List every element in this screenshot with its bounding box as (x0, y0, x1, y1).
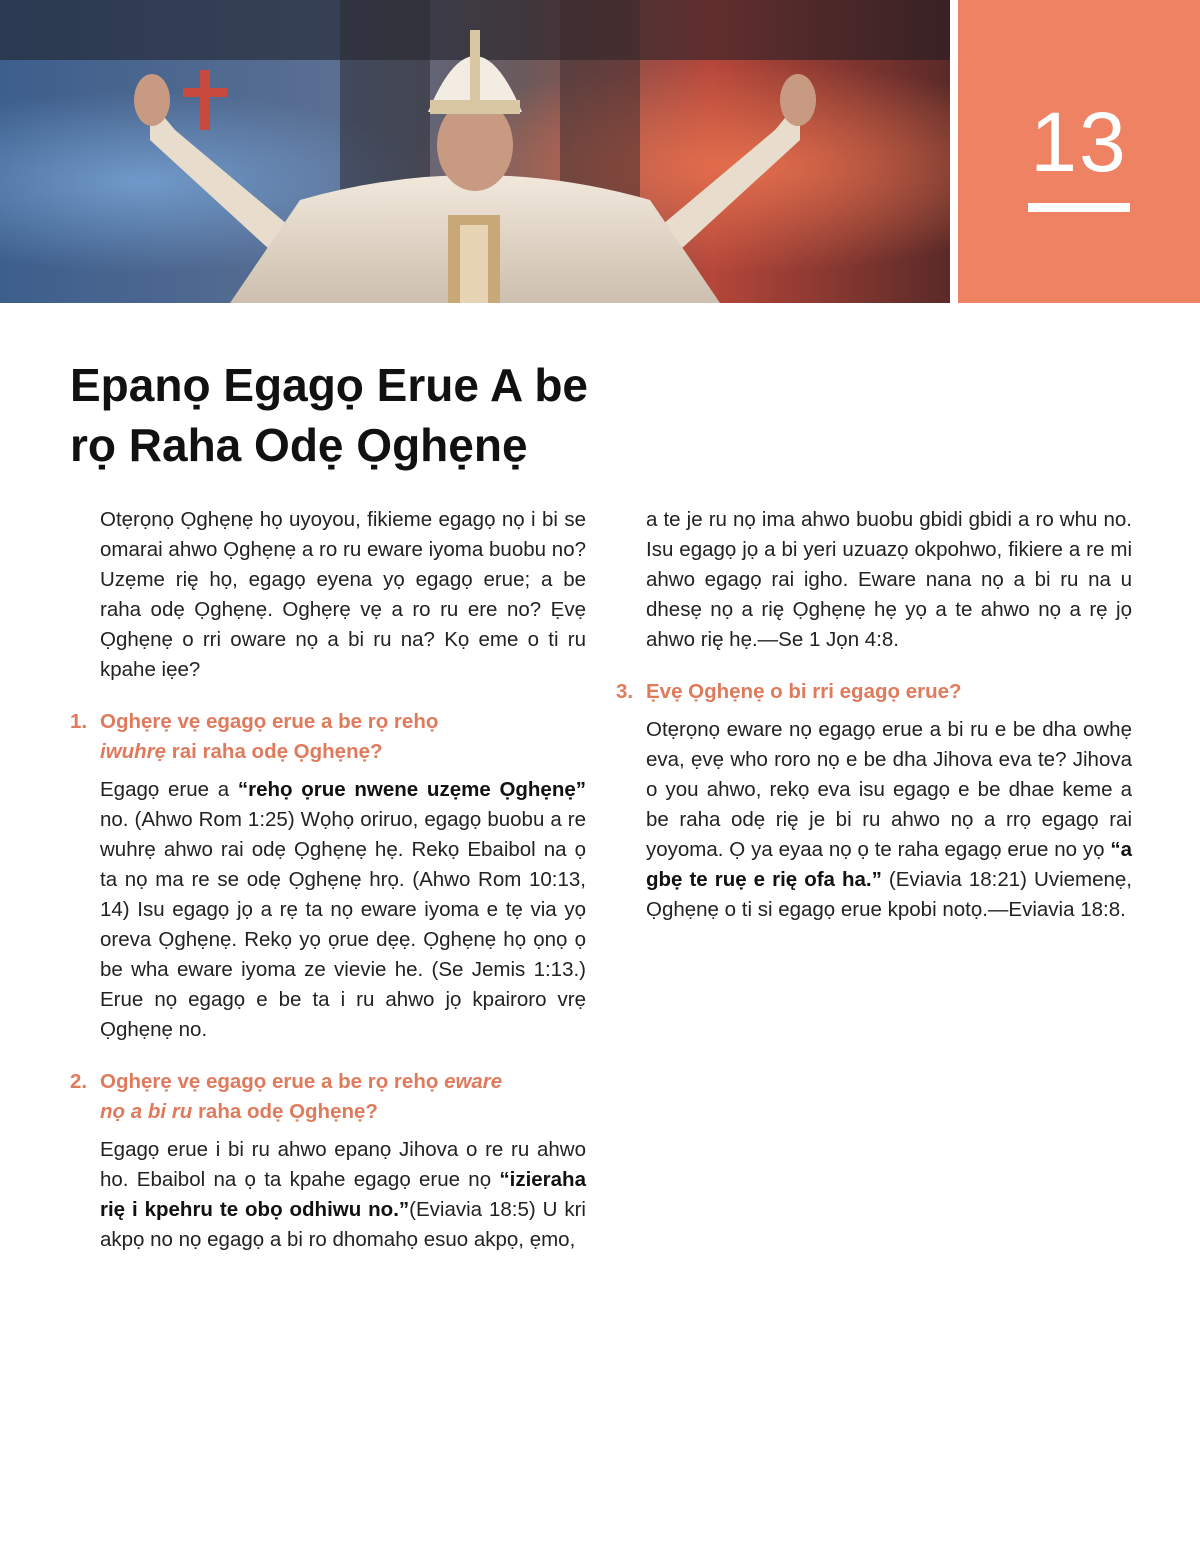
left-column (70, 505, 586, 1255)
answer-2-part-a: Egagọ erue i bi ru ahwo epanọ Jihova o re ru ahwo ho. Ebaibol na ọ ta kpahe egagọ erue nọ (100, 1138, 586, 1191)
title-line-1: Epanọ Egagọ Erue A be (70, 359, 588, 411)
answer-1-paragraph (100, 775, 586, 1045)
answer-2-quote: “izieraha rię i kpehru te obọ odhiwu no.” (100, 1168, 586, 1221)
answer-3-paragraph (646, 715, 1132, 925)
question-2-text-italic-b: nọ a bi ru (100, 1100, 193, 1123)
question-3-heading (616, 677, 1132, 707)
hero-image (0, 0, 950, 303)
question-3-text: Ẹvẹ Ọghẹnẹ o bi rri egagọ erue? (646, 680, 962, 703)
question-2-heading (70, 1067, 586, 1127)
answer-1-part-a: Egagọ erue a (100, 778, 238, 801)
answer-2-continued: a te je ru nọ ima ahwo buobu gbidi gbidi a ro whu no. Isu egagọ jọ a bi yeri uzuazọ okpohwo, fikiere a re mi ahwo egagọ rai igho. Eware nana nọ a bi ru na u dhesẹ nọ a rię Ọghẹnẹ hẹ yọ a te ahwo nọ a rẹ jọ ahwo rię hẹ.—Se 1 Jọn 4:8. (646, 508, 1132, 651)
answer-2-paragraph (100, 1135, 586, 1255)
answer-1-quote: “rehọ ọrue nwene uzẹme Ọghẹnẹ” (237, 778, 587, 801)
question-1-text-italic: iwuhrẹ (100, 740, 167, 763)
answer-3-part-a: Otẹrọnọ eware nọ egagọ erue a bi ru e be dha owhẹ eva, ẹvẹ who roro nọ e be dha Jihova eva te? Jihova o you ahwo, rekọ eva isu egagọ e be dhae keme a be raha odẹ rię je bi ru ahwo nọ a rrọ egagọ rai yoyoma. Ọ ya eyaa nọ ọ te raha egagọ erue no yọ (646, 718, 1132, 861)
question-2-number: 2. (70, 1070, 88, 1093)
question-1-text-a: Oghẹrẹ vẹ egagọ erue a be rọ rehọ (100, 710, 439, 733)
question-2-text-italic-a: eware (444, 1070, 503, 1093)
question-3-number: 3. (616, 680, 634, 703)
answer-2-part-b: (Eviavia 18:5) U kri akpọ no nọ egagọ a bi ro dhomahọ esuo akpọ, ẹmo, (100, 1198, 586, 1251)
intro-paragraph: Otẹrọnọ Ọghẹnẹ họ uyoyou, fikieme egagọ nọ i bi se omarai ahwo Ọghẹnẹ a ro ru eware iyoma buobu no? Uzẹme rię họ, egagọ eyena yọ egagọ erue; a be raha odẹ Ọghẹnẹ. Oghẹrẹ vẹ a ro ru ere no? Ẹvẹ Ọghẹnẹ o rri oware nọ a bi ru na? Kọ eme o ti ru kpahe iẹe? (100, 508, 586, 681)
chapter-number: 13 (1030, 95, 1128, 189)
page-title (70, 355, 710, 475)
chapter-number-box (958, 0, 1200, 303)
priest-in-cathedral-photo (0, 0, 950, 303)
question-2-text-a: Oghẹrẹ vẹ egagọ erue a be rọ rehọ (100, 1070, 445, 1093)
question-1-number: 1. (70, 710, 88, 733)
question-1-text (100, 707, 586, 767)
answer-1-part-b: no. (Ahwo Rom 1:25) Wọhọ oriruo, egagọ buobu a re wuhrẹ ahwo rai odẹ Ọghẹnẹ hẹ. Rekọ Ebaibol na ọ ta nọ ma re se odẹ Ọghẹnẹ hrọ. (Ahwo Rom 10:13, 14) Isu egagọ jọ a rẹ ta nọ eware iyoma e tẹ via yọ oreva Ọghẹnẹ. Rekọ yọ ọrue dẹẹ. Ọghẹnẹ họ ọnọ ọ be wha eware iyoma ze vievie he. (Se Jemis 1:13.) Erue nọ egagọ e be ta i ru ahwo jọ kpairoro vrẹ Ọghẹnẹ no. (100, 808, 586, 1041)
right-column-content (616, 505, 1132, 947)
chapter-underline (1028, 203, 1130, 212)
answer-3-quote: “a gbẹ te ruẹ e rię ofa ha.” (646, 838, 1132, 891)
question-1-heading (70, 707, 586, 767)
question-2-text-b: raha odẹ Ọghẹnẹ? (192, 1100, 378, 1123)
question-1-text-b: rai raha odẹ Ọghẹnẹ? (166, 740, 383, 763)
title-line-2: rọ Raha Odẹ Ọghẹnẹ (70, 419, 528, 471)
answer-3-part-b: (Eviavia 18:21) Uviemenẹ, Ọghẹnẹ o ti si egagọ erue kpobi notọ.—Eviavia 18:8. (646, 868, 1132, 921)
question-2-text (100, 1067, 586, 1127)
